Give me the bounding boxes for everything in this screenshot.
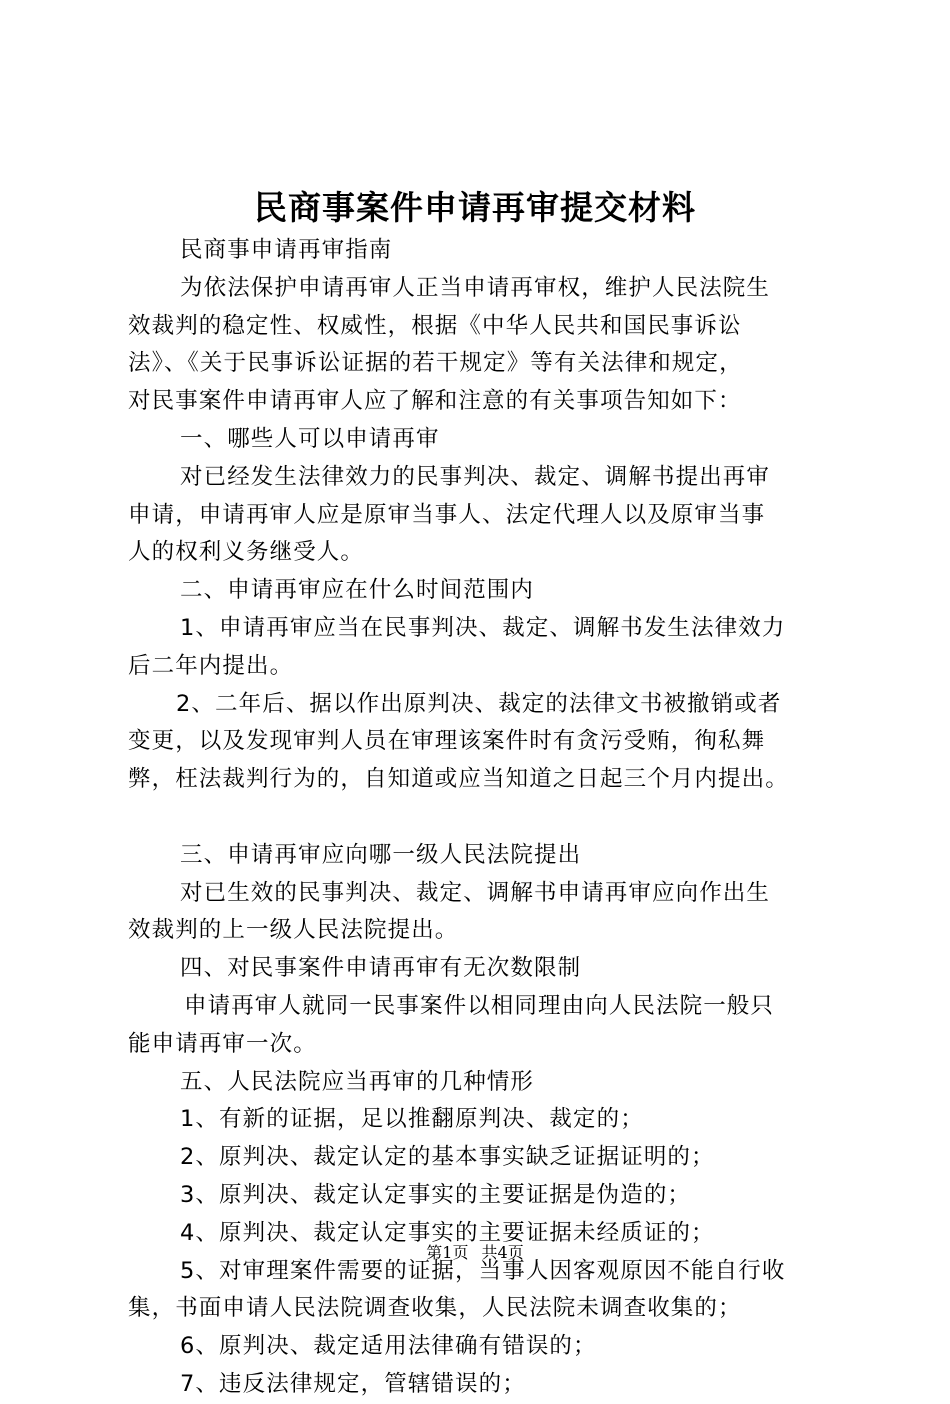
- paragraph-line: 为依法保护申请再审人正当申请再审权，维护人民法院生: [180, 274, 771, 301]
- paragraph-line: 民商事申请再审指南: [180, 237, 393, 263]
- paragraph-line: 法》、《关于民事诉讼证据的若干规定》等有关法律和规定，: [128, 350, 743, 377]
- paragraph-line: 对已经发生法律效力的民事判决、裁定、调解书提出再审: [180, 463, 771, 490]
- document-title: 民商事案件申请再审提交材料: [254, 188, 696, 227]
- list-item: 1、有新的证据，足以推翻原判决、裁定的；: [180, 1106, 644, 1133]
- paragraph-line: 申请，申请再审人应是原审当事人、法定代理人以及原审当事: [128, 501, 766, 528]
- list-item: 5、对审理案件需要的证据，当事人因客观原因不能自行收: [180, 1257, 786, 1284]
- list-item: 2、原判决、裁定认定的基本事实缺乏证据证明的；: [180, 1144, 715, 1171]
- section-heading: 一、哪些人可以申请再审: [180, 425, 440, 452]
- paragraph-line: 对已生效的民事判决、裁定、调解书申请再审应向作出生: [180, 879, 771, 906]
- paragraph-line: 人的权利义务继受人。: [128, 539, 365, 566]
- paragraph-line: 后二年内提出。: [128, 652, 294, 679]
- blank-line: [128, 799, 840, 837]
- list-item: 7、违反法律规定，管辖错误的；: [180, 1370, 526, 1397]
- page-footer: [0, 1241, 950, 1265]
- paragraph-line: 2、二年后、据以作出原判决、裁定的法律文书被撤销或者: [176, 690, 782, 717]
- paragraph-line: 1、申请再审应当在民事判决、裁定、调解书发生法律效力: [180, 614, 786, 641]
- page-number: 第1页: [426, 1243, 469, 1262]
- section-heading: 二、申请再审应在什么时间范围内: [180, 577, 535, 604]
- list-item: 6、原判决、裁定适用法律确有错误的；: [180, 1333, 597, 1360]
- paragraph-line: 效裁判的上一级人民法院提出。: [128, 917, 459, 944]
- section-heading: 四、对民事案件申请再审有无次数限制: [180, 955, 582, 982]
- paragraph-line: 能申请再审一次。: [128, 1030, 317, 1057]
- document-body: [128, 232, 840, 1404]
- paragraph-line: 变更，以及发现审判人员在审理该案件时有贪污受贿，徇私舞: [128, 728, 766, 755]
- list-item-continuation: 集，书面申请人民法院调查收集，人民法院未调查收集的；: [128, 1295, 742, 1322]
- section-heading: 五、人民法院应当再审的几种情形: [180, 1068, 535, 1095]
- section-heading: 三、申请再审应向哪一级人民法院提出: [180, 841, 582, 868]
- paragraph-line: 弊，枉法裁判行为的，自知道或应当知道之日起三个月内提出。: [128, 766, 789, 793]
- list-item: 3、原判决、裁定认定事实的主要证据是伪造的；: [180, 1181, 692, 1208]
- paragraph-line: 对民事案件申请再审人应了解和注意的有关事项告知如下：: [128, 388, 742, 415]
- paragraph-line: 申请再审人就同一民事案件以相同理由向人民法院一般只: [184, 992, 775, 1019]
- page-total: 共4页: [481, 1243, 524, 1262]
- list-item: 4、原判决、裁定认定事实的主要证据未经质证的；: [180, 1219, 715, 1246]
- paragraph-line: 效裁判的稳定性、权威性，根据《中华人民共和国民事诉讼: [128, 312, 742, 339]
